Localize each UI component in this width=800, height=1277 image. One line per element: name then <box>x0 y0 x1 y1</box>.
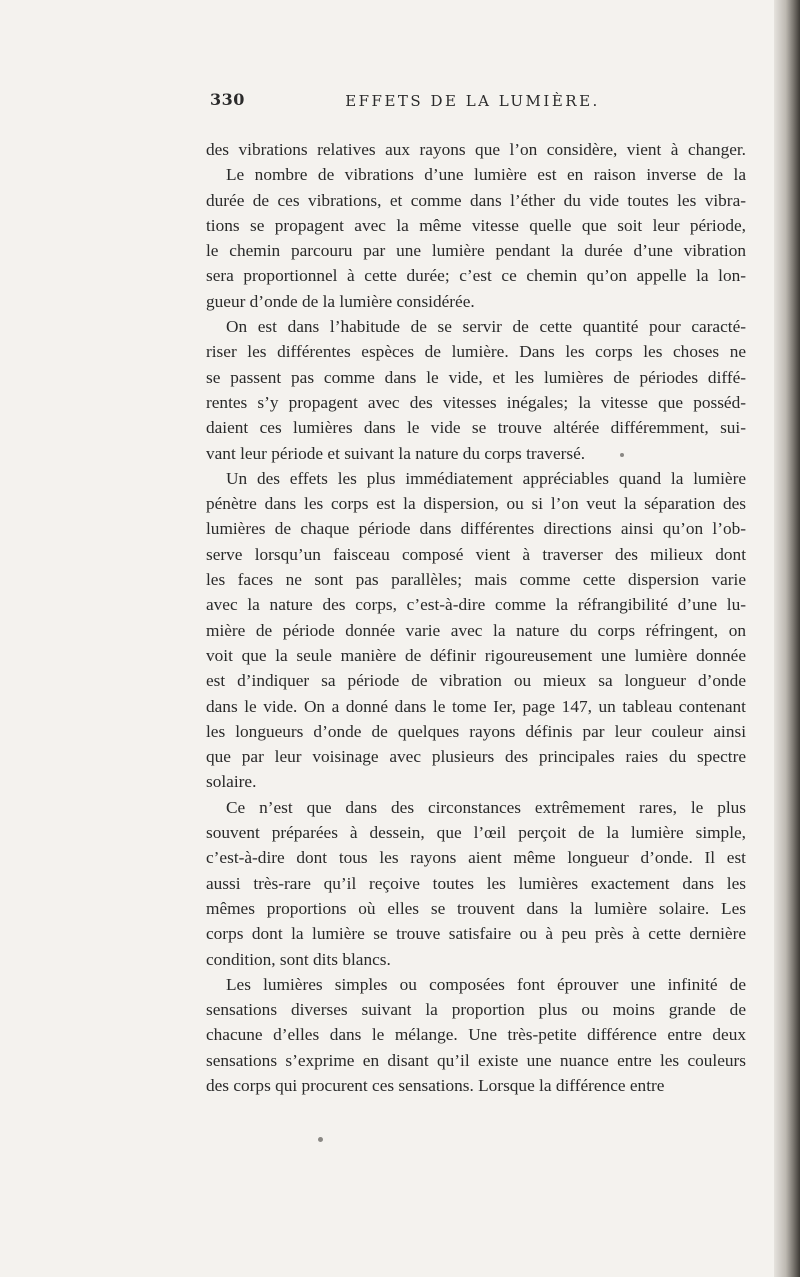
text-line: solaire. <box>206 772 257 792</box>
ink-speck <box>620 453 624 457</box>
text-line: mêmes proportions où elles se trouvent dans la lumière solaire. Les <box>206 898 746 918</box>
running-title: EFFETS DE LA LUMIÈRE. <box>345 92 600 110</box>
text-line: corps dont la lumière se trouve satisfaire ou à peu près à cette dernière <box>206 924 746 944</box>
text-line: voit que la seule manière de définir rigoureusement une lumière donnée <box>206 645 746 665</box>
text-line: chacune d’elles dans le mélange. Une très-petite différence entre deux <box>206 1025 746 1045</box>
text-line: vant leur période et suivant la nature du corps traversé. <box>206 443 586 463</box>
text-line: sensations s’exprime en disant qu’il existe une nuance entre les couleurs <box>206 1050 746 1070</box>
text-line: sensations diverses suivant la proportion plus ou moins grande de <box>206 1000 746 1020</box>
text-line: aussi très-rare qu’il reçoive toutes les lumières exactement dans les <box>206 873 746 893</box>
text-line: pénètre dans les corps est la dispersion, ou si l’on veut la séparation des <box>206 494 746 514</box>
text-line: sera proportionnel à cette durée; c’est ce chemin qu’on appelle la lon- <box>206 266 746 286</box>
body-text <box>206 137 746 1098</box>
text-line: mière de période donnée varie avec la nature du corps réfringent, on <box>206 620 746 640</box>
text-line: des corps qui procurent ces sensations. Lorsque la différence entre <box>206 1075 665 1095</box>
text-line: Ce n’est que dans des circonstances extrêmement rares, le plus <box>226 797 746 817</box>
page-number: 330 <box>210 90 245 109</box>
text-line: les faces ne sont pas parallèles; mais comme cette dispersion varie <box>206 570 746 590</box>
text-line: On est dans l’habitude de se servir de cette quantité pour caracté- <box>226 317 746 337</box>
text-line: est d’indiquer sa période de vibration ou mieux sa longueur d’onde <box>206 671 746 691</box>
text-line: daient ces lumières dans le vide se trouve altérée différemment, sui- <box>206 418 746 438</box>
text-line: gueur d’onde de la lumière considérée. <box>206 291 475 311</box>
text-line: rentes s’y propagent avec des vitesses inégales; la vitesse que posséd- <box>206 392 746 412</box>
text-line: le chemin parcouru par une lumière pendant la durée d’une vibration <box>206 241 746 261</box>
text-line: avec la nature des corps, c’est-à-dire comme la réfrangibilité d’une lu- <box>206 595 746 615</box>
text-line: condition, sont dits blancs. <box>206 949 391 969</box>
page-header <box>210 90 735 116</box>
text-line: Un des effets les plus immédiatement appréciables quand la lumière <box>226 468 746 488</box>
text-line: tions se propagent avec la même vitesse quelle que soit leur période, <box>206 215 746 235</box>
text-line: des vibrations relatives aux rayons que l’on considère, vient à changer. <box>206 140 746 159</box>
text-line: Les lumières simples ou composées font éprouver une infinité de <box>226 974 746 994</box>
page-edge-shadow <box>774 0 800 1277</box>
text-line: lumières de chaque période dans différentes directions ainsi qu’on l’ob- <box>206 519 746 539</box>
text-line: c’est-à-dire dont tous les rayons aient même longueur d’onde. Il est <box>206 848 746 868</box>
text-line: dans le vide. On a donné dans le tome Ier, page 147, un tableau contenant <box>206 696 746 716</box>
text-line: durée de ces vibrations, et comme dans l’éther du vide toutes les vibra- <box>206 190 746 210</box>
ink-speck <box>318 1137 323 1142</box>
text-line: que par leur voisinage avec plusieurs des principales raies du spectre <box>206 747 746 767</box>
text-line: Le nombre de vibrations d’une lumière est en raison inverse de la <box>226 165 746 185</box>
text-line: serve lorsqu’un faisceau composé vient à traverser des milieux dont <box>206 544 746 564</box>
text-line: les longueurs d’onde de quelques rayons définis par leur couleur ainsi <box>206 721 746 741</box>
text-line: souvent préparées à dessein, que l’œil perçoit de la lumière simple, <box>206 823 746 843</box>
text-line: riser les différentes espèces de lumière. Dans les corps les choses ne <box>206 342 746 362</box>
text-line: se passent pas comme dans le vide, et les lumières de périodes diffé- <box>206 367 746 387</box>
